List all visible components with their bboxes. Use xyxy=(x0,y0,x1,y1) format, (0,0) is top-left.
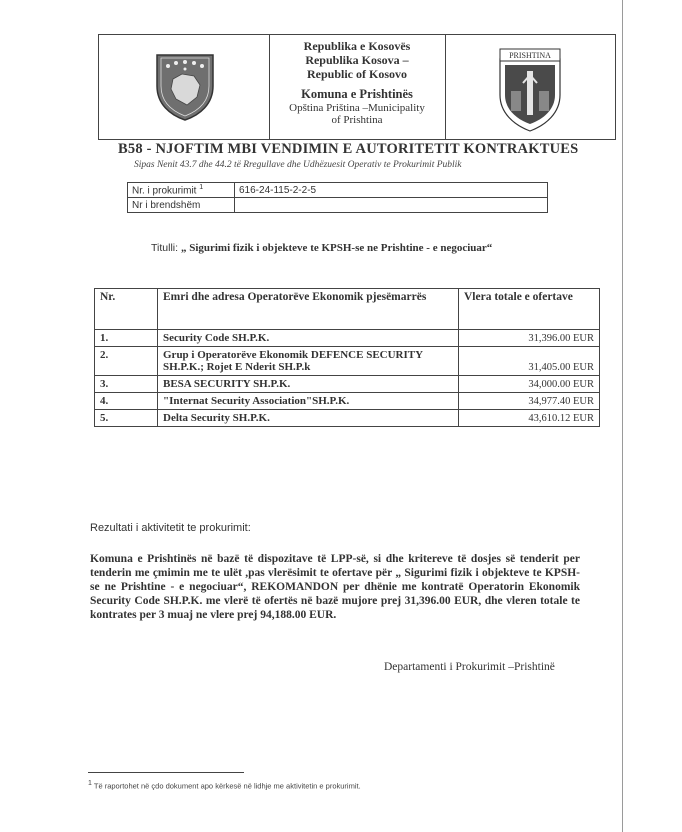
row-number: 2. xyxy=(95,347,158,376)
table-row xyxy=(95,376,600,393)
prishtina-emblem-text: PRISHTINA xyxy=(509,51,551,60)
title-label: Titulli: xyxy=(151,242,179,254)
kosovo-coat-of-arms-icon xyxy=(154,52,216,122)
procurement-number-value: 616-24-115-2-2-5 xyxy=(235,183,548,198)
letterhead-right-cell xyxy=(445,35,615,139)
result-label: Rezultati i aktivitetit te prokurimit: xyxy=(90,522,251,534)
table-row xyxy=(95,330,600,347)
page-edge-line xyxy=(622,0,623,832)
row-number: 4. xyxy=(95,393,158,410)
department-signature: Departamenti i Prokurimit –Prishtinë xyxy=(384,661,555,673)
offer-value: 34,000.00 EUR xyxy=(459,376,600,393)
notice-title: B58 - NJOFTIM MBI VENDIMIN E AUTORITETIT KONTRAKTUES xyxy=(118,141,579,157)
internal-number-value xyxy=(235,198,548,213)
result-body: Komuna e Prishtinës në bazë të dispozitave të LPP-së, si dhe kritereve të dosjes së tenderit per tenderin me çmimin me te ulët ,pas vlerësimit te ofertave për „ Sigurimi fizik i objekteve te KPSH-se ne Prishtine - e negociuar“, REKOMANDON per dhënie me kontratë Operatorin Ekonomik Security Code SH.P.K. me vlerë të ofertës në bazë mujore prej 31,396.00 EUR, dhe vleren totale te kontrates per 3 muaj ne vlere prej 94,188.00 EUR. xyxy=(90,553,580,621)
row-number: 3. xyxy=(95,376,158,393)
republic-line-sr: Republika Kosova – xyxy=(305,53,409,67)
table-row xyxy=(95,393,600,410)
footnote-marker: 1 xyxy=(199,183,204,191)
table-row xyxy=(95,410,600,427)
letterhead-left-cell xyxy=(99,35,270,139)
republic-line-sq: Republika e Kosovës xyxy=(303,39,411,53)
bidders-table xyxy=(94,288,600,427)
table-row xyxy=(95,347,600,376)
letterhead xyxy=(98,34,616,140)
column-header-nr: Nr. xyxy=(95,289,158,330)
column-header-value: Vlera totale e ofertave xyxy=(459,289,600,330)
procurement-number-label-text: Nr. i prokurimit xyxy=(132,185,197,197)
municipality-name: Komuna e Prishtinës xyxy=(301,87,413,101)
column-header-operator: Emri dhe adresa Operatorëve Ekonomik pjesëmarrës xyxy=(158,289,459,330)
footnote-number: 1 xyxy=(88,780,92,787)
offer-value: 31,405.00 EUR xyxy=(459,347,600,376)
operator-name: Grup i Operatorëve Ekonomik DEFENCE SECURITY SH.P.K.; Rojet E Nderit SH.P.k xyxy=(158,347,459,376)
notice-subtitle: Sipas Nenit 43.7 dhe 44.2 të Rregullave dhe Udhëzuesit Operativ te Prokurimit Publik xyxy=(134,160,462,170)
footnote xyxy=(88,780,361,791)
procurement-number-label xyxy=(128,183,235,198)
operator-name: Security Code SH.P.K. xyxy=(158,330,459,347)
offer-value: 43,610.12 EUR xyxy=(459,410,600,427)
footnote-divider xyxy=(88,772,244,773)
municipality-sub-line-1: Opština Priština –Municipality xyxy=(289,102,425,114)
row-number: 1. xyxy=(95,330,158,347)
procurement-title xyxy=(151,242,492,254)
prishtina-emblem-icon xyxy=(497,47,563,133)
title-value: „ Sigurimi fizik i objekteve te KPSH-se ne Prishtine - e negociuar“ xyxy=(180,242,493,254)
operator-name: Delta Security SH.P.K. xyxy=(158,410,459,427)
operator-name: BESA SECURITY SH.P.K. xyxy=(158,376,459,393)
offer-value: 34,977.40 EUR xyxy=(459,393,600,410)
table-header-row xyxy=(95,289,600,330)
procurement-reference-table xyxy=(127,182,548,213)
letterhead-text-cell xyxy=(269,35,446,139)
footnote-text: Të raportohet në çdo dokument apo kërkesë në lidhje me aktivitetin e prokurimit. xyxy=(93,781,361,791)
republic-line-en: Republic of Kosovo xyxy=(306,67,407,81)
table-row xyxy=(128,183,548,198)
internal-number-label: Nr i brendshëm xyxy=(128,198,235,213)
row-number: 5. xyxy=(95,410,158,427)
operator-name: "Internat Security Association"SH.P.K. xyxy=(158,393,459,410)
municipality-sub-line-2: of Prishtina xyxy=(331,114,383,126)
offer-value: 31,396.00 EUR xyxy=(459,330,600,347)
table-row xyxy=(128,198,548,213)
